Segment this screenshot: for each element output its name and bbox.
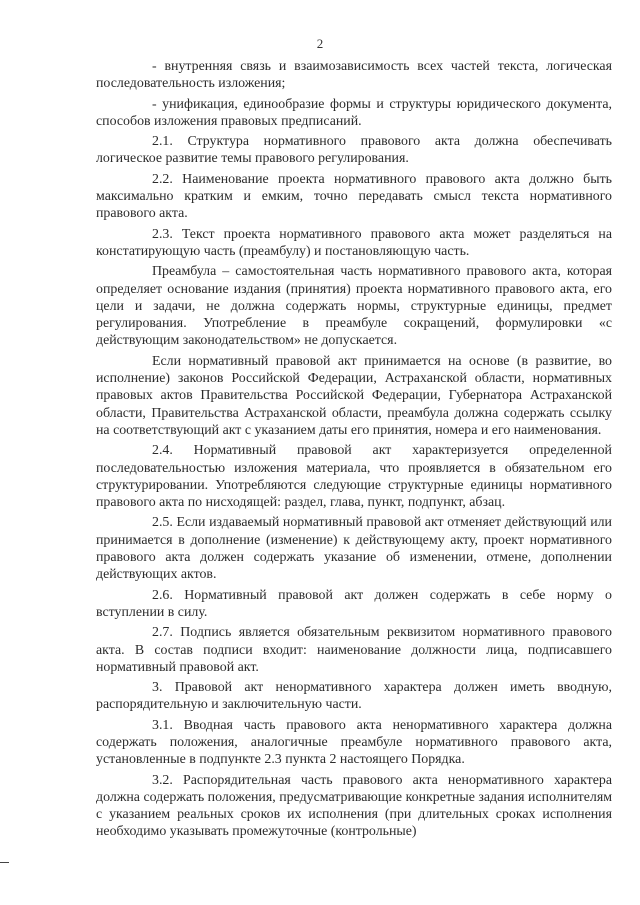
paragraph-basis: Если нормативный правовой акт принимается на основе (в развитие, во исполнение) законов Российской Федерации, Астраханской области, нормативных правовых актов Правительства Российской Федерации, Губернатора Астраханской области, Правительства Астраханской области, преамбула должна содержать ссылку на соответствующий акт с указанием даты его принятия, номера и его наименования. — [96, 353, 612, 438]
paragraph-preamble: Преамбула – самостоятельная часть нормативного правового акта, которая определяет основание издания (принятия) проекта нормативного правового акта, его цели и задачи, не должна содержать нормы, структурные единицы, предмет регулирования. Употребление в преамбуле сокращений, формулировки «с действующим законодательством» не допускается. — [96, 264, 612, 349]
paragraph-2-4: 2.4. Нормативный правовой акт характеризуется определенной последовательностью изложения материала, что проявляется в обязательном его структурировании. Употребляются следующие структурные единицы нормативного правового акта по нисходящей: раздел, глава, пункт, подпункт, абзац. — [96, 443, 612, 511]
page-number: 2 — [316, 36, 324, 51]
scan-edge-mark — [0, 862, 9, 863]
paragraph-unification: - унификация, единообразие формы и структуры юридического документа, способов изложения правовых предписаний. — [96, 96, 612, 129]
document-body — [96, 58, 612, 844]
paragraph-2-5: 2.5. Если издаваемый нормативный правовой акт отменяет действующий или принимается в дополнение (изменение) к действующему акту, проект нормативного правового акта должен содержать указание об изменении, отмене, дополнении действующих актов. — [96, 515, 612, 583]
paragraph-3-2: 3.2. Распорядительная часть правового акта ненормативного характера должна содержать положения, предусматривающие конкретные задания исполнителям с указанием реальных сроков их исполнения (при длительных сроках исполнения необходимо указывать промежуточные (контрольные) — [96, 772, 612, 840]
paragraph-2-7: 2.7. Подпись является обязательным реквизитом нормативного правового акта. В состав подписи входит: наименование должности лица, подписавшего нормативный правовой акт. — [96, 625, 612, 675]
paragraph-2-2: 2.2. Наименование проекта нормативного правового акта должно быть максимально кратким и емким, точно передавать смысл текста нормативного правового акта. — [96, 171, 612, 222]
paragraph-3: 3. Правовой акт ненормативного характера должен иметь вводную, распорядительную и заключительную части. — [96, 680, 612, 713]
paragraph-2-6: 2.6. Нормативный правовой акт должен содержать в себе норму о вступлении в силу. — [96, 587, 612, 620]
paragraph-2-3: 2.3. Текст проекта нормативного правового акта может разделяться на констатирующую часть (преамбулу) и постановляющую часть. — [96, 226, 612, 259]
paragraph-internal-connection: - внутренняя связь и взаимозависимость всех частей текста, логическая последовательность изложения; — [96, 59, 612, 92]
paragraph-2-1: 2.1. Структура нормативного правового акта должна обеспечивать логическое развитие темы правового регулирования. — [96, 134, 612, 167]
paragraph-3-1: 3.1. Вводная часть правового акта ненормативного характера должна содержать положения, аналогичные преамбуле нормативного правового акта, установленные в подпункте 2.3 пункта 2 настоящего Порядка. — [96, 717, 612, 768]
